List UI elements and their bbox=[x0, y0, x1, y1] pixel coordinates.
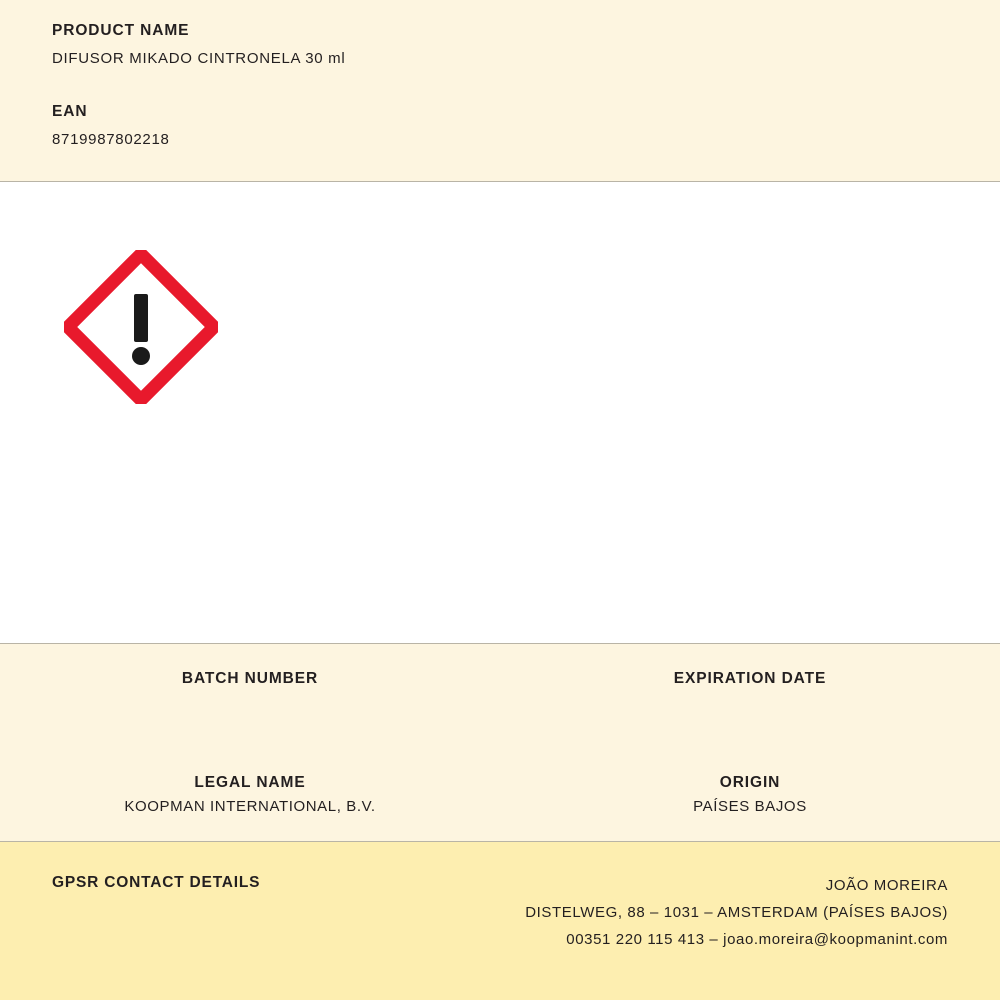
gpsr-contact-phone-email: 00351 220 115 413 – joao.moreira@koopmanint.com bbox=[566, 931, 948, 948]
expiration-date-label: EXPIRATION DATE bbox=[673, 670, 827, 687]
ean-label: EAN bbox=[52, 103, 88, 120]
origin-field bbox=[500, 774, 1000, 816]
gpsr-contact-address: DISTELWEG, 88 – 1031 – AMSTERDAM (PAÍSES BAJOS) bbox=[525, 904, 948, 921]
hazard-pictogram-area bbox=[0, 182, 1000, 644]
product-header bbox=[0, 0, 1000, 182]
legal-name-value: KOOPMAN INTERNATIONAL, B.V. bbox=[124, 798, 376, 815]
batch-expiration-row bbox=[0, 670, 1000, 712]
batch-number-field bbox=[0, 670, 500, 712]
origin-value: PAÍSES BAJOS bbox=[693, 798, 807, 815]
ean-value: 8719987802218 bbox=[52, 131, 170, 148]
ean-field bbox=[52, 103, 1000, 148]
origin-label: ORIGIN bbox=[719, 774, 781, 791]
gpsr-contact-lines bbox=[525, 872, 948, 953]
legal-origin-row bbox=[0, 774, 1000, 816]
product-name-value: DIFUSOR MIKADO CINTRONELA 30 ml bbox=[52, 50, 346, 67]
expiration-date-value bbox=[500, 694, 1000, 712]
expiration-date-field bbox=[500, 670, 1000, 712]
legal-name-field bbox=[0, 774, 500, 816]
batch-number-label: BATCH NUMBER bbox=[181, 670, 319, 687]
ghs07-exclamation-mark-icon bbox=[64, 250, 218, 404]
gpsr-contact-title: GPSR CONTACT DETAILS bbox=[52, 874, 261, 891]
product-name-field bbox=[52, 22, 1000, 67]
gpsr-contact-section bbox=[0, 842, 1000, 1000]
batch-number-value bbox=[0, 694, 500, 712]
gpsr-contact-name: JOÃO MOREIRA bbox=[825, 877, 948, 894]
traceability-section bbox=[0, 644, 1000, 842]
legal-name-label: LEGAL NAME bbox=[194, 774, 306, 791]
product-name-label: PRODUCT NAME bbox=[52, 22, 190, 39]
